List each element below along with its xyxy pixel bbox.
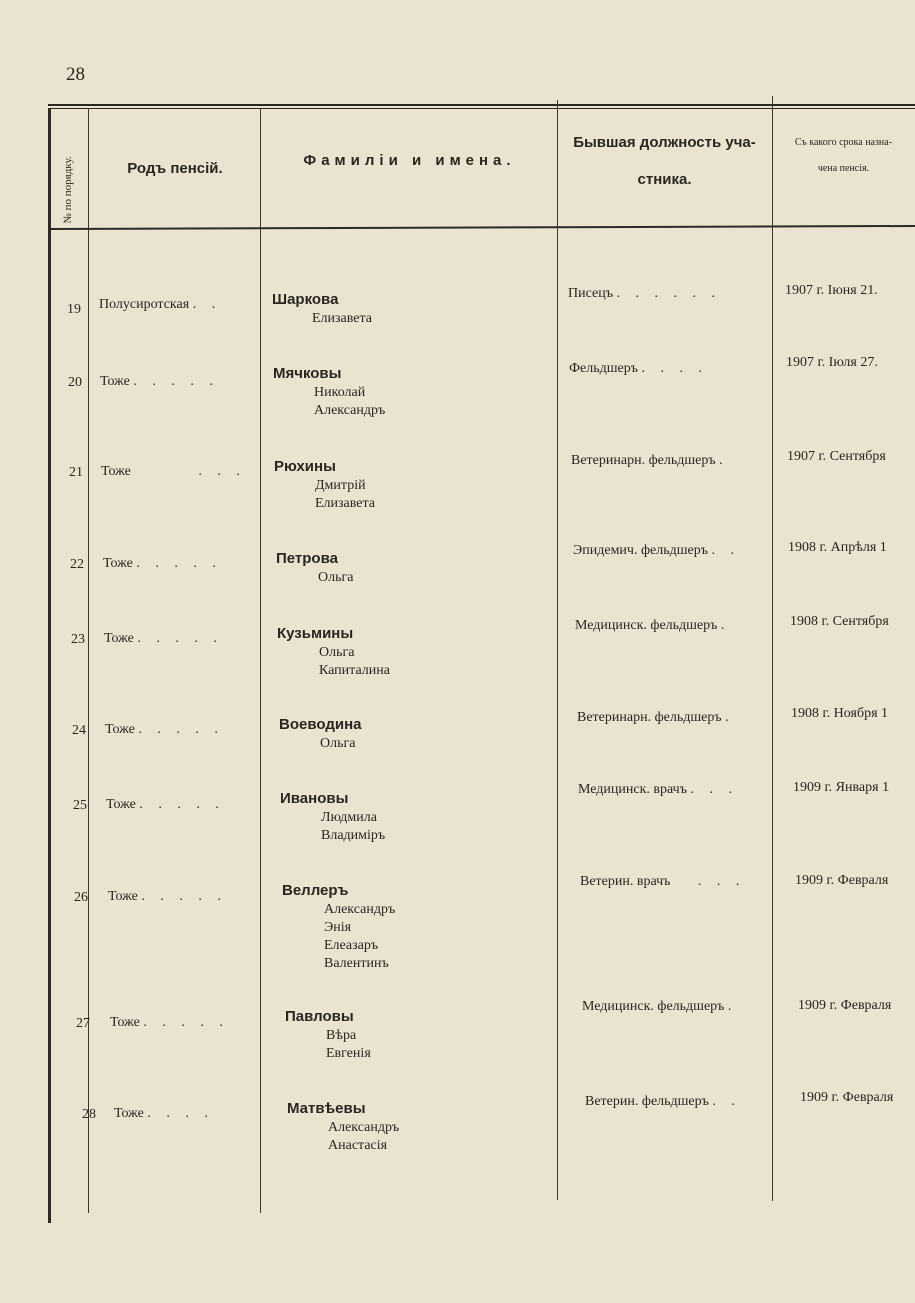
row-surname: Рюхины <box>274 458 336 475</box>
row-given-names <box>315 477 375 513</box>
column-divider-position <box>772 96 773 1201</box>
row-number: 25 <box>73 798 87 813</box>
row-position: Писецъ . . . . . . <box>568 286 721 301</box>
row-position: Эпидемич. фельдшеръ . . <box>573 543 740 558</box>
row-surname: Шаркова <box>272 291 339 308</box>
header-date <box>772 130 915 182</box>
row-kind: Тоже . . . . . <box>110 1015 229 1030</box>
row-surname: Павловы <box>285 1008 354 1025</box>
row-position: Медицинск. врачъ . . . <box>578 782 738 797</box>
row-position: Медицинск. фельдшеръ . <box>582 999 738 1014</box>
row-position: Ветерин. врачъ . . . <box>580 874 746 889</box>
row-number: 28 <box>82 1107 96 1122</box>
row-given-names <box>326 1027 371 1063</box>
given-name: Александръ <box>328 1120 400 1135</box>
given-name: Евгенія <box>326 1046 371 1061</box>
row-given-names <box>324 901 395 973</box>
column-divider-names <box>557 100 558 1200</box>
table-top-rule <box>48 104 915 106</box>
row-date: 1909 г. Февраля <box>795 873 889 888</box>
row-number: 23 <box>71 632 85 647</box>
row-kind: Тоже . . . . . <box>103 556 222 571</box>
row-given-names <box>321 809 385 845</box>
row-surname: Мячковы <box>273 365 342 382</box>
header-position <box>557 124 772 198</box>
row-date: 1908 г. Сентября <box>790 614 889 629</box>
row-date: 1907 г. Сентября <box>787 449 886 464</box>
row-kind: Тоже . . . . . <box>108 889 227 904</box>
header-bottom-rule <box>48 225 915 230</box>
row-date: 1907 г. Іюля 27. <box>786 355 878 370</box>
row-position: Ветерин. фельдшеръ . . <box>585 1094 741 1109</box>
header-number <box>48 140 88 230</box>
row-kind: Тоже . . . . . <box>106 797 225 812</box>
row-kind: Тоже . . . . . <box>105 722 224 737</box>
row-surname: Ивановы <box>280 790 349 807</box>
table-left-border <box>48 108 51 1223</box>
given-name: Александръ <box>314 403 386 418</box>
row-kind: Полусиротская . . <box>99 297 222 312</box>
header-names: Фамиліи и имена. <box>303 152 516 169</box>
given-name: Елизавета <box>312 311 373 326</box>
row-kind: Тоже . . . . . <box>100 374 219 389</box>
given-name: Ольга <box>319 645 355 660</box>
row-surname: Воеводина <box>279 716 362 733</box>
column-divider-kind <box>260 108 261 1213</box>
row-given-names <box>320 735 355 753</box>
row-given-names <box>318 569 353 587</box>
given-name: Владиміръ <box>321 828 386 843</box>
given-name: Вѣра <box>326 1028 357 1043</box>
row-number: 20 <box>68 375 82 390</box>
given-name: Дмитрій <box>315 478 366 493</box>
given-name: Анастасія <box>328 1138 388 1153</box>
row-date: 1908 г. Апрѣля 1 <box>788 540 887 555</box>
header-position-line2: стника. <box>637 171 692 188</box>
row-number: 24 <box>72 723 86 738</box>
given-name: Ольга <box>318 570 354 585</box>
page-number: 28 <box>66 64 85 85</box>
row-kind: Тоже . . . <box>101 464 246 479</box>
table-top-rule-thin <box>48 108 915 109</box>
row-given-names <box>319 644 390 680</box>
row-number: 26 <box>74 890 88 905</box>
header-number-label: № по порядку. <box>62 156 74 224</box>
given-name: Елизавета <box>315 496 376 511</box>
row-date: 1909 г. Января 1 <box>793 780 890 795</box>
row-given-names <box>328 1119 399 1155</box>
row-given-names <box>314 384 385 420</box>
given-name: Капиталина <box>319 663 390 678</box>
given-name: Энія <box>324 920 352 935</box>
row-position: Медицинск. фельдшеръ . <box>575 618 731 633</box>
row-date: 1909 г. Февраля <box>798 998 892 1013</box>
row-given-names <box>312 310 372 328</box>
row-position: Ветеринарн. фельдшеръ . <box>571 453 729 468</box>
column-divider-number <box>88 108 89 1213</box>
given-name: Валентинъ <box>324 956 389 971</box>
row-position: Ветеринарн. фельдшеръ . <box>577 710 735 725</box>
header-date-line2: чена пенсія. <box>817 163 870 174</box>
row-kind: Тоже . . . . . <box>104 631 223 646</box>
row-number: 19 <box>67 302 81 317</box>
row-kind: Тоже . . . . <box>114 1106 214 1121</box>
row-surname: Петрова <box>276 550 338 567</box>
row-date: 1907 г. Іюня 21. <box>785 283 878 298</box>
given-name: Александръ <box>324 902 396 917</box>
row-number: 21 <box>69 465 83 480</box>
given-name: Людмила <box>321 810 377 825</box>
row-surname: Кузьмины <box>277 625 354 642</box>
given-name: Ольга <box>320 736 356 751</box>
header-date-line1: Съ какого срока назна- <box>794 137 893 148</box>
row-date: 1908 г. Ноября 1 <box>791 706 889 721</box>
row-number: 22 <box>70 557 84 572</box>
row-number: 27 <box>76 1016 90 1031</box>
row-date: 1909 г. Февраля <box>800 1090 894 1105</box>
row-surname: Матвѣевы <box>287 1100 366 1117</box>
header-position-line1: Бывшая должность уча- <box>573 134 756 151</box>
row-position: Фельдшеръ . . . . <box>569 361 709 376</box>
given-name: Николай <box>314 385 366 400</box>
given-name: Елеазаръ <box>324 938 379 953</box>
row-surname: Веллеръ <box>282 882 349 899</box>
header-kind: Родъ пенсій. <box>127 160 223 177</box>
